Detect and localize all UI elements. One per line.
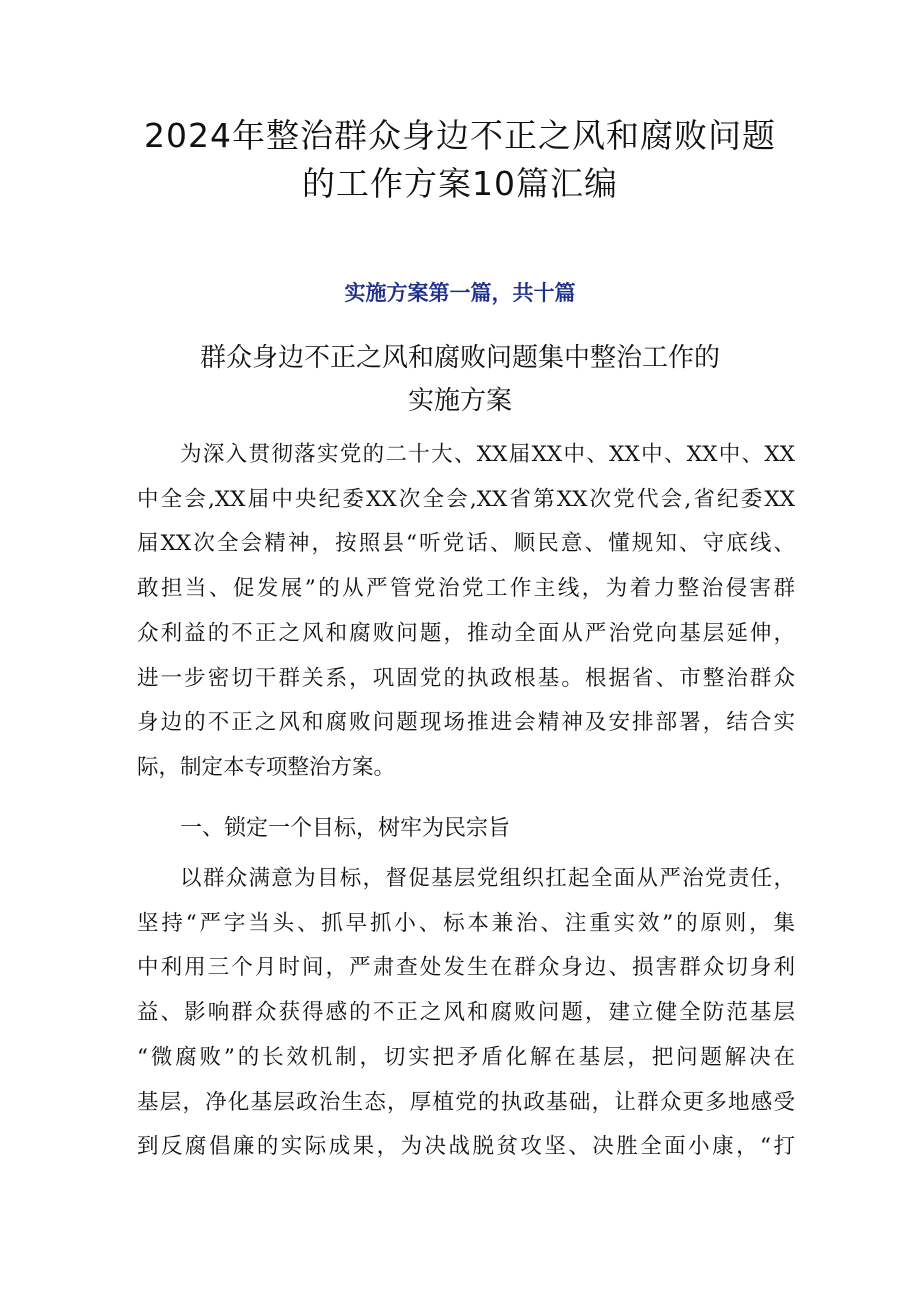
paragraph-line: 敢担当、促发展”的从严管党治党工作主线，为着力整治侵害群	[137, 576, 795, 602]
intro-paragraph	[137, 433, 795, 791]
paragraph-line: 身边的不正之风和腐败问题现场推进会精神及安排部署，结合实	[137, 710, 795, 736]
subtitle-line: 实施方案	[407, 386, 512, 416]
paragraph-line: 届XX次全会精神，按照县“听党话、顺民意、懂规知、守底线、	[137, 531, 795, 557]
title-line: 2024年整治群众身边不正之风和腐败问题	[144, 116, 776, 155]
section-title	[0, 337, 920, 423]
paragraph-line: 为深入贯彻落实党的二十大、XX届XX中、XX中、XX中、XX	[180, 442, 795, 467]
paragraph-line: 到反腐倡廉的实际成果，为决战脱贫攻坚、决胜全面小康，“打	[137, 1134, 795, 1160]
title-line: 的工作方案10篇汇编	[302, 164, 618, 203]
document-title	[0, 112, 920, 208]
paragraph-line: 中利用三个月时间，严肃查处发生在群众身边、损害群众切身利	[137, 955, 795, 981]
section-heading: 一、锁定一个目标，树牢为民宗旨	[180, 816, 511, 841]
paragraph-line: 益、影响群众获得感的不正之风和腐败问题，建立健全防范基层	[137, 1000, 795, 1026]
paragraph-line: 众利益的不正之风和腐败问题，推动全面从严治党向基层延伸，	[137, 620, 795, 646]
section1-paragraph	[137, 857, 795, 1170]
paragraph-line: 进一步密切干群关系，巩固党的执政根基。根据省、市整治群众	[137, 665, 795, 691]
paragraph-line: 以群众满意为目标，督促基层党组织扛起全面从严治党责任，	[180, 866, 795, 891]
part-label: 实施方案第一篇，共十篇	[344, 280, 576, 305]
paragraph-line: 际，制定本专项整治方案。	[137, 754, 396, 780]
paragraph-line: 基层，净化基层政治生态，厚植党的执政基础，让群众更多地感受	[137, 1089, 795, 1115]
paragraph-line: “微腐败”的长效机制，切实把矛盾化解在基层，把问题解决在	[137, 1044, 795, 1070]
paragraph-line: 坚持“严字当头、抓早抓小、标本兼治、注重实效”的原则，集	[137, 910, 795, 936]
paragraph-line: 中全会,XX届中央纪委XX次全会,XX省第XX次党代会,省纪委XX	[137, 486, 795, 512]
subtitle-line: 群众身边不正之风和腐败问题集中整治工作的	[199, 343, 720, 373]
